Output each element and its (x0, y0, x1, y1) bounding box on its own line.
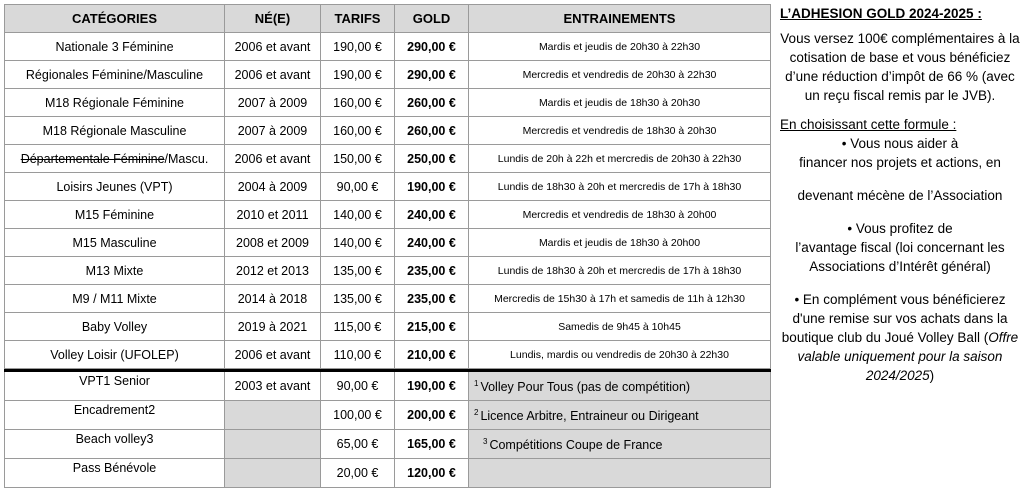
born-cell: 2006 et avant (225, 33, 321, 61)
gold-cell: 260,00 € (395, 117, 469, 145)
tarif-cell: 140,00 € (321, 229, 395, 257)
table-row-extra (5, 372, 771, 401)
category-cell (5, 145, 225, 173)
gold-cell: 200,00 € (395, 401, 469, 430)
table-row (5, 313, 771, 341)
footnote-cell (469, 459, 771, 488)
training-cell: Mardis et jeudis de 18h30 à 20h00 (469, 229, 771, 257)
category-cell: M15 Féminine (5, 201, 225, 229)
footnote-number: 1 (474, 378, 479, 388)
tarif-cell: 160,00 € (321, 117, 395, 145)
tarif-cell: 20,00 € (321, 459, 395, 488)
born-cell: 2003 et avant (225, 372, 321, 401)
bullet-2-line-2: l’avantage fiscal (loi concernant les Associations d’Intérêt général) (795, 240, 1005, 274)
table-row (5, 33, 771, 61)
table-row (5, 173, 771, 201)
training-cell: Mardis et jeudis de 18h30 à 20h30 (469, 89, 771, 117)
header-entrainements: ENTRAINEMENTS (469, 5, 771, 33)
training-cell: Samedis de 9h45 à 10h45 (469, 313, 771, 341)
tarif-cell: 135,00 € (321, 257, 395, 285)
bullet-1-line-2: financer nos projets et actions, en (799, 155, 1001, 170)
training-cell: Lundis, mardis ou vendredis de 20h30 à 22h30 (469, 341, 771, 369)
born-cell: 2008 et 2009 (225, 229, 321, 257)
born-cell: 2006 et avant (225, 145, 321, 173)
born-cell: 2006 et avant (225, 61, 321, 89)
born-cell: 2006 et avant (225, 341, 321, 369)
born-cell: 2007 à 2009 (225, 117, 321, 145)
category-cell: Encadrement2 (5, 401, 225, 430)
gold-cell: 120,00 € (395, 459, 469, 488)
gold-cell: 190,00 € (395, 173, 469, 201)
gold-cell: 240,00 € (395, 229, 469, 257)
table-header-row (5, 5, 771, 33)
table-row (5, 61, 771, 89)
table-row (5, 257, 771, 285)
gold-cell: 165,00 € (395, 430, 469, 459)
gold-cell: 235,00 € (395, 285, 469, 313)
training-cell: Mardis et jeudis de 20h30 à 22h30 (469, 33, 771, 61)
tarif-cell: 110,00 € (321, 341, 395, 369)
table-row (5, 201, 771, 229)
header-gold: GOLD (395, 5, 469, 33)
gold-cell: 240,00 € (395, 201, 469, 229)
category-text: /Mascu. (164, 151, 209, 166)
table-row (5, 285, 771, 313)
table-row (5, 341, 771, 369)
footnote-cell (469, 372, 771, 401)
training-cell: Mercredis et vendredis de 20h30 à 22h30 (469, 61, 771, 89)
header-tarifs: TARIFS (321, 5, 395, 33)
category-cell: Régionales Féminine/Masculine (5, 61, 225, 89)
gold-cell: 290,00 € (395, 61, 469, 89)
born-cell (225, 430, 321, 459)
category-cell: M18 Régionale Féminine (5, 89, 225, 117)
born-cell: 2007 à 2009 (225, 89, 321, 117)
tarif-cell: 115,00 € (321, 313, 395, 341)
tarif-cell: 160,00 € (321, 89, 395, 117)
training-cell: Lundis de 18h30 à 20h et mercredis de 17h à 18h30 (469, 257, 771, 285)
pricing-table (4, 4, 771, 488)
header-categories: CATÉGORIES (5, 5, 225, 33)
table-row (5, 229, 771, 257)
gold-intro: Vous versez 100€ complémentaires à la cotisation de base et vous bénéficiez d’une réduction d’impôt de 66 % (avec un reçu fiscal remis par le JVB). (780, 31, 1020, 103)
training-cell: Lundis de 20h à 22h et mercredis de 20h30 à 22h30 (469, 145, 771, 173)
bullet-3-end: ) (929, 368, 935, 383)
bullet-1-line-3: devenant mécène de l’Association (797, 188, 1003, 203)
training-cell: Lundis de 18h30 à 20h et mercredis de 17h à 18h30 (469, 173, 771, 201)
category-cell: M9 / M11 Mixte (5, 285, 225, 313)
footnote-number: 3 (483, 436, 488, 446)
tarif-cell: 90,00 € (321, 372, 395, 401)
footnote-number: 2 (474, 407, 479, 417)
gold-membership-panel (780, 4, 1020, 385)
category-cell: Loisirs Jeunes (VPT) (5, 173, 225, 201)
category-cell: M15 Masculine (5, 229, 225, 257)
gold-subtitle: En choisissant cette formule : (780, 117, 957, 132)
bullet-2-line-1: • Vous profitez de (847, 221, 953, 236)
gold-cell: 190,00 € (395, 372, 469, 401)
training-cell: Mercredis de 15h30 à 17h et samedis de 11h à 12h30 (469, 285, 771, 313)
tarif-cell: 190,00 € (321, 61, 395, 89)
born-cell: 2012 et 2013 (225, 257, 321, 285)
bullet-3-text: • En complément vous bénéficierez d'une remise sur vos achats dans la boutique club du Joué Volley Ball ( (781, 292, 1008, 345)
born-cell: 2010 et 2011 (225, 201, 321, 229)
born-cell: 2019 à 2021 (225, 313, 321, 341)
table-row-extra (5, 430, 771, 459)
gold-cell: 210,00 € (395, 341, 469, 369)
tarif-cell: 135,00 € (321, 285, 395, 313)
category-struck-text: Départementale Féminine (20, 151, 165, 166)
tarif-cell: 150,00 € (321, 145, 395, 173)
header-born: NÉ(E) (225, 5, 321, 33)
footnote-text: Licence Arbitre, Entraineur ou Dirigeant (480, 408, 699, 423)
category-cell: M13 Mixte (5, 257, 225, 285)
gold-cell: 235,00 € (395, 257, 469, 285)
category-cell: Pass Bénévole (5, 459, 225, 488)
gold-cell: 250,00 € (395, 145, 469, 173)
category-cell: VPT1 Senior (5, 372, 225, 401)
tarif-cell: 140,00 € (321, 201, 395, 229)
tarif-cell: 190,00 € (321, 33, 395, 61)
training-cell: Mercredis et vendredis de 18h30 à 20h00 (469, 201, 771, 229)
gold-cell: 290,00 € (395, 33, 469, 61)
born-cell: 2004 à 2009 (225, 173, 321, 201)
table-row-extra (5, 401, 771, 430)
tarif-cell: 65,00 € (321, 430, 395, 459)
tarif-cell: 100,00 € (321, 401, 395, 430)
footnote-cell (469, 430, 771, 459)
category-cell: Volley Loisir (UFOLEP) (5, 341, 225, 369)
gold-title: L’ADHESION GOLD 2024-2025 : (780, 6, 982, 21)
table-row (5, 89, 771, 117)
born-cell: 2014 à 2018 (225, 285, 321, 313)
footnote-text: Compétitions Coupe de France (489, 437, 663, 452)
category-cell: Beach volley3 (5, 430, 225, 459)
category-cell: M18 Régionale Masculine (5, 117, 225, 145)
table-row (5, 145, 771, 173)
tarif-cell: 90,00 € (321, 173, 395, 201)
category-cell: Nationale 3 Féminine (5, 33, 225, 61)
born-cell (225, 459, 321, 488)
category-cell: Baby Volley (5, 313, 225, 341)
gold-cell: 215,00 € (395, 313, 469, 341)
training-cell: Mercredis et vendredis de 18h30 à 20h30 (469, 117, 771, 145)
footnote-cell (469, 401, 771, 430)
bullet-3-italic: Offre valable uniquement pour la saison 2024/2025 (797, 330, 1019, 383)
table-row (5, 117, 771, 145)
bullet-1-line-1: • Vous nous aider à (841, 136, 959, 151)
footnote-text: Volley Pour Tous (pas de compétition) (480, 379, 691, 394)
gold-cell: 260,00 € (395, 89, 469, 117)
table-row-extra (5, 459, 771, 488)
born-cell (225, 401, 321, 430)
bullet-3 (780, 290, 1020, 385)
